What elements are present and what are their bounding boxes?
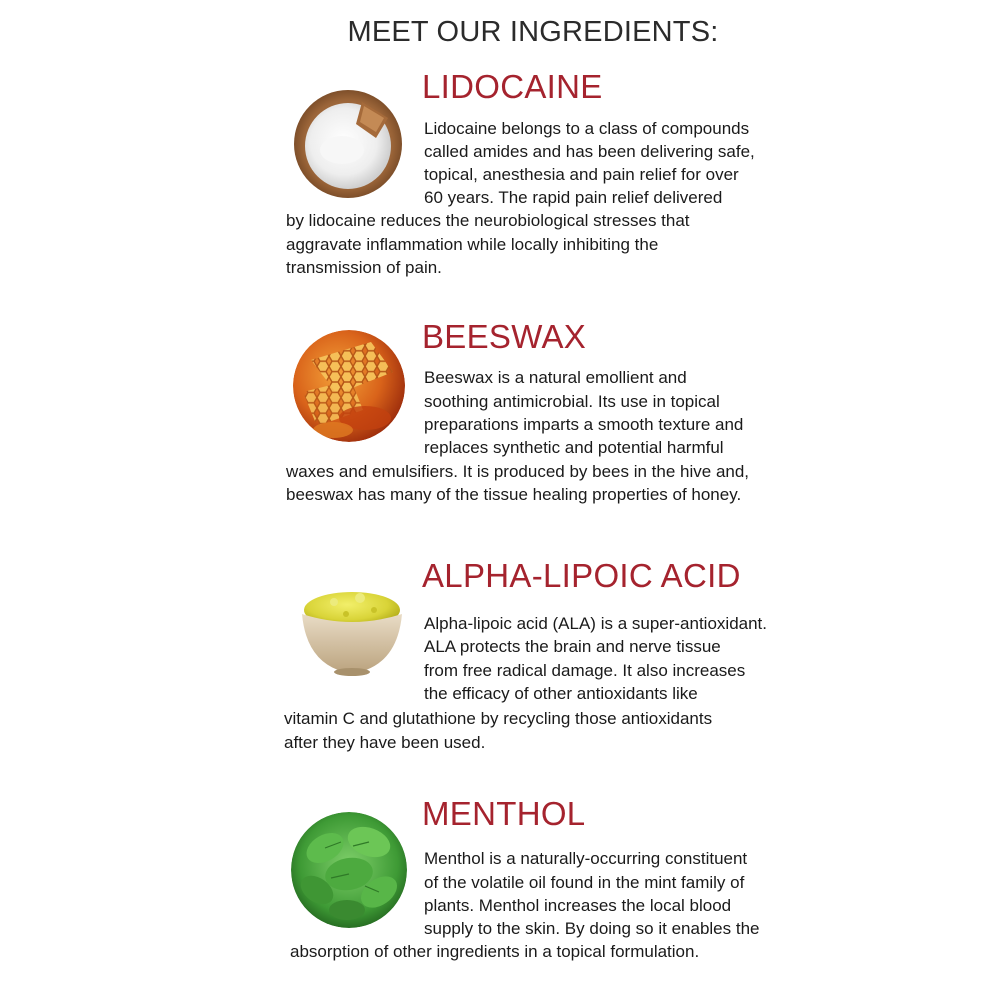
ingredient-text-line: the efficacy of other antioxidants like	[424, 684, 698, 703]
ingredient-text-line: plants. Menthol increases the local blood	[424, 896, 732, 915]
ingredient-text-line: from free radical damage. It also increases	[424, 661, 746, 680]
ingredient-heading: MENTHOL	[422, 795, 586, 832]
ingredient-text-line: by lidocaine reduces the neurobiological stresses that	[286, 211, 690, 230]
ingredient-text-line: supply to the skin. By doing so it enables the	[424, 919, 760, 938]
ingredient-heading: ALPHA-LIPOIC ACID	[422, 557, 741, 594]
ingredient-text-line: Alpha-lipoic acid (ALA) is a super-antioxidant.	[424, 614, 768, 633]
ingredient-text-line: Beeswax is a natural emollient and	[424, 368, 687, 387]
ingredient-text-line: preparations imparts a smooth texture and	[424, 415, 744, 434]
ingredient-text-line: ALA protects the brain and nerve tissue	[424, 637, 721, 656]
ingredient-text-line: absorption of other ingredients in a topical formulation.	[290, 942, 700, 961]
ingredient-text-line: called amides and has been delivering safe,	[424, 142, 755, 161]
ingredient-text-line: 60 years. The rapid pain relief delivered	[424, 188, 723, 207]
ingredient-text-line: of the volatile oil found in the mint family of	[424, 873, 745, 892]
powder-bowl-icon	[292, 88, 404, 200]
ingredient-text-line: vitamin C and glutathione by recycling those antioxidants	[284, 709, 713, 728]
ingredient-text-line: transmission of pain.	[286, 258, 442, 277]
ingredient-text-line: Lidocaine belongs to a class of compounds	[424, 119, 750, 138]
ingredient-text-line: after they have been used.	[284, 733, 486, 752]
yellow-powder-bowl-icon	[296, 568, 408, 680]
ingredient-text-line: waxes and emulsifiers. It is produced by bees in the hive and,	[286, 462, 750, 481]
mint-leaves-icon	[291, 812, 407, 928]
ingredient-heading: LIDOCAINE	[422, 68, 603, 105]
ingredient-text-line: topical, anesthesia and pain relief for over	[424, 165, 739, 184]
ingredient-text-line: Menthol is a naturally-occurring constituent	[424, 849, 748, 868]
ingredient-text-line: soothing antimicrobial. Its use in topical	[424, 392, 720, 411]
honeycomb-icon	[293, 330, 405, 442]
ingredient-heading: BEESWAX	[422, 318, 587, 355]
page-title: MEET OUR INGREDIENTS:	[347, 16, 719, 48]
ingredient-text-line: aggravate inflammation while locally inhibiting the	[286, 235, 659, 254]
ingredient-text-line: replaces synthetic and potential harmful	[424, 438, 724, 457]
ingredient-text-line: beeswax has many of the tissue healing properties of honey.	[286, 485, 742, 504]
